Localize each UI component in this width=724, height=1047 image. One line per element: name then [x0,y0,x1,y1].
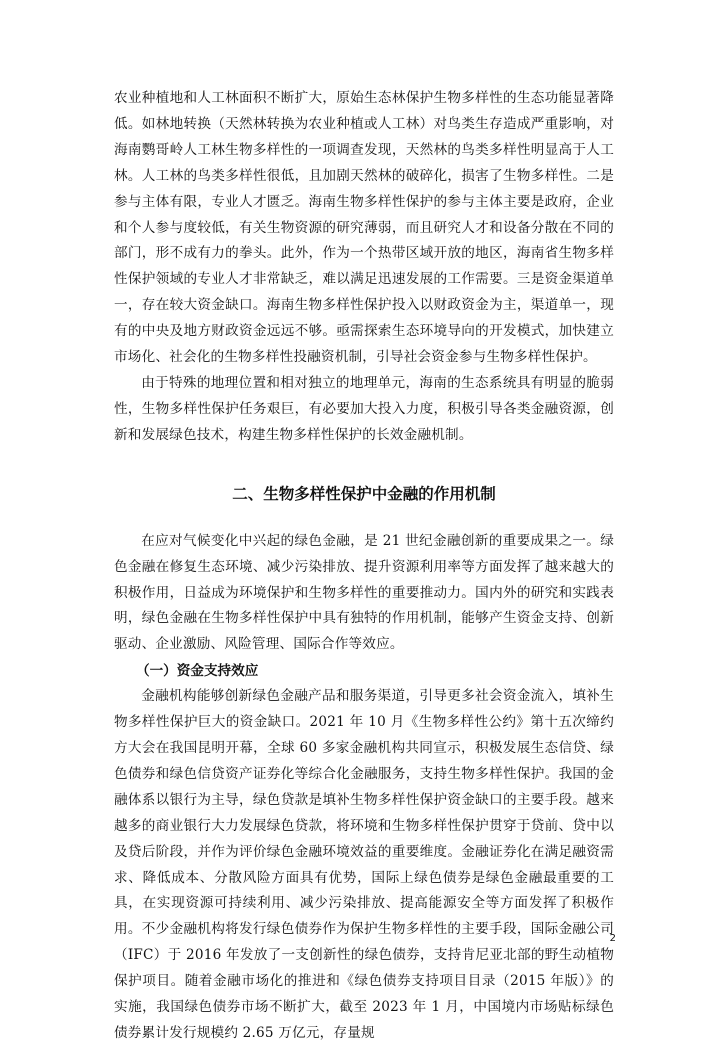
page-body [114,86,614,1047]
paragraph-hainan-vulnerability: 由于特殊的地理位置和相对独立的地理单元，海南的生态系统具有明显的脆弱性，生物多样性保护任务艰巨，有必要加大投入力度，积极引导各类金融资源，创新和发展绿色技术，构建生物多样性保护的长效金融机制。 [114,374,614,443]
paragraph-section-intro: 在应对气候变化中兴起的绿色金融，是 21 世纪金融创新的重要成果之一。绿色金融在修复生态环境、减少污染排放、提升资源利用率等方面发挥了越来越大的积极作用，日益成为环境保护和生物多样性的重要推动力。国内外的研究和实践表明，绿色金融在生物多样性保护中具有独特的作用机制，能够产生资金支持、创新驱动、企业激励、风险管理、国际合作等效应。 [114,532,614,653]
page-number: 2 [609,933,616,944]
paragraph-continued: 农业种植地和人工林面积不断扩大，原始生态林保护生物多样性的生态功能显著降低。如林地转换（天然林转换为农业种植或人工林）对鸟类生存造成严重影响，对海南鹦哥岭人工林生物多样性的一项调查发现，天然林的鸟类多样性明显高于人工林。人工林的鸟类多样性很低，且加剧天然林的破碎化，损害了生物多样性。二是参与主体有限，专业人才匮乏。海南生物多样性保护的参与主体主要是政府，企业和个人参与度较低，有关生物资源的研究薄弱，而且研究人才和设备分散在不同的部门，形不成有力的拳头。此外，作为一个热带区域开放的地区，海南省生物多样性保护领域的专业人才非常缺乏，难以满足迅速发展的工作需要。三是资金渠道单一，存在较大资金缺口。海南生物多样性保护投入以财政资金为主，渠道单一，现有的中央及地方财政资金远远不够。亟需探索生态环境导向的开发模式，加快建立市场化、社会化的生物多样性投融资机制，引导社会资金参与生物多样性保护。 [114,90,614,366]
section-heading: 二、生物多样性保护中金融的作用机制 [232,484,496,503]
paragraph-funding-effect: 金融机构能够创新绿色金融产品和服务渠道，引导更多社会资金流入，填补生物多样性保护巨大的资金缺口。2021 年 10 月《生物多样性公约》第十五次缔约方大会在我国昆明开幕，全球 60 多家金融机构共同宣示，积极发展生态信贷、绿色债券和绿色信贷资产证券化等综合化金融服务，支持生物多样性保护。我国的金融体系以银行为主导，绿色贷款是填补生物多样性保护资金缺口的主要手段。越来越多的商业银行大力发展绿色贷款，将环境和生物多样性保护贯穿于贷前、贷中以及贷后阶段，并作为评价绿色金融环境效益的重要维度。金融证券化在满足融资需求、降低成本、分散风险方面具有优势，国际上绿色债券是绿色金融最重要的工具，在实现资源可持续利用、减少污染排放、提高能源安全等方面发挥了积极作用。不少金融机构将发行绿色债券作为保护生物多样性的主要手段，国际金融公司（IFC）于 2016 年发放了一支创新性的绿色债券，支持肯尼亚北部的野生动植物保护项目。随着金融市场化的推进和《绿色债券支持项目目录（2015 年版）》的实施，我国绿色债券市场不断扩大，截至 2023 年 1 月，中国境内市场贴标绿色债券累计发行规模约 2.65 万亿元，存量规 [114,688,614,1041]
sub-heading-funding-effect: （一）资金支持效应 [136,663,259,680]
